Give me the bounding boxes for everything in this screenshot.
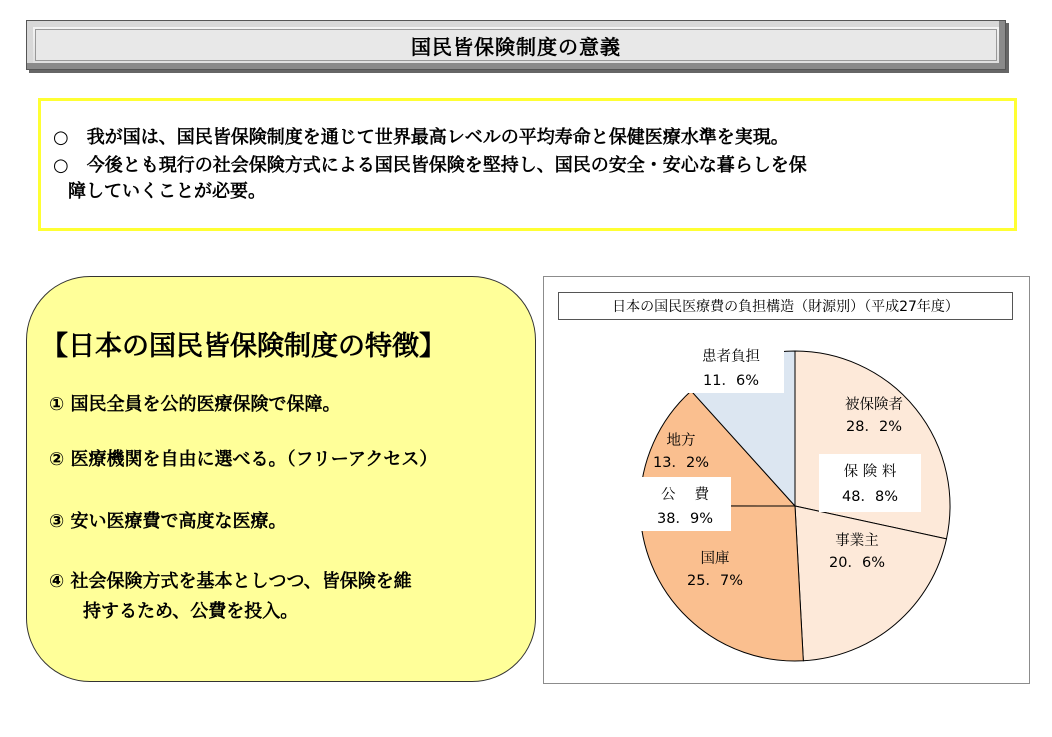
feature-item-3: ③ 安い医療費で高度な医療。 [49, 511, 287, 532]
summary-line-2: ○ 今後とも現行の社会保険方式による国民皆保険を堅持し、国民の安全・安心な暮らしを保 [53, 155, 807, 176]
features-box [26, 276, 536, 682]
group-label-1: 公 費 [660, 487, 710, 503]
feature-item-2: ② 医療機関を自由に選べる。（フリーアクセス） [49, 449, 438, 470]
title-bar [26, 20, 1006, 70]
pie-chart [544, 277, 1031, 685]
slice-label-2: 国庫 [700, 551, 730, 567]
slice-value-3: 13．2% [653, 455, 709, 471]
summary-line-2-cont: 障していくことが必要。 [68, 181, 266, 202]
group-value-1: 38．9% [657, 511, 713, 527]
slice-label-0: 被保険者 [845, 397, 903, 413]
features-title: 【日本の国民皆保険制度の特徴】 [41, 331, 446, 362]
slice-value-4: 11．6% [703, 373, 759, 389]
slice-value-2: 25．7% [687, 573, 743, 589]
group-value-0: 48．8% [842, 489, 898, 505]
summary-line-1: ○ 我が国は、国民皆保険制度を通じて世界最高レベルの平均寿命と保健医療水準を実現。 [53, 127, 789, 148]
feature-item-4-cont: 持するため、公費を投入。 [83, 601, 299, 622]
slice-label-1: 事業主 [835, 533, 879, 549]
group-label-0: 保 険 料 [843, 464, 897, 480]
chart-title: 日本の国民医療費の負担構造（財源別）（平成27年度） [558, 292, 1013, 320]
slice-label-3: 地方 [666, 433, 696, 449]
title-bar-inner [35, 29, 997, 61]
slice-value-1: 20．6% [829, 555, 885, 571]
slice-value-0: 28．2% [846, 419, 902, 435]
page-title: 国民皆保険制度の意義 [411, 34, 621, 59]
feature-item-1: ① 国民全員を公的医療保険で保障。 [49, 394, 341, 415]
chart-panel [543, 276, 1030, 684]
summary-box [38, 98, 1017, 231]
feature-item-4: ④ 社会保険方式を基本としつつ、皆保険を維 [49, 571, 412, 592]
slice-label-4: 患者負担 [702, 349, 760, 365]
